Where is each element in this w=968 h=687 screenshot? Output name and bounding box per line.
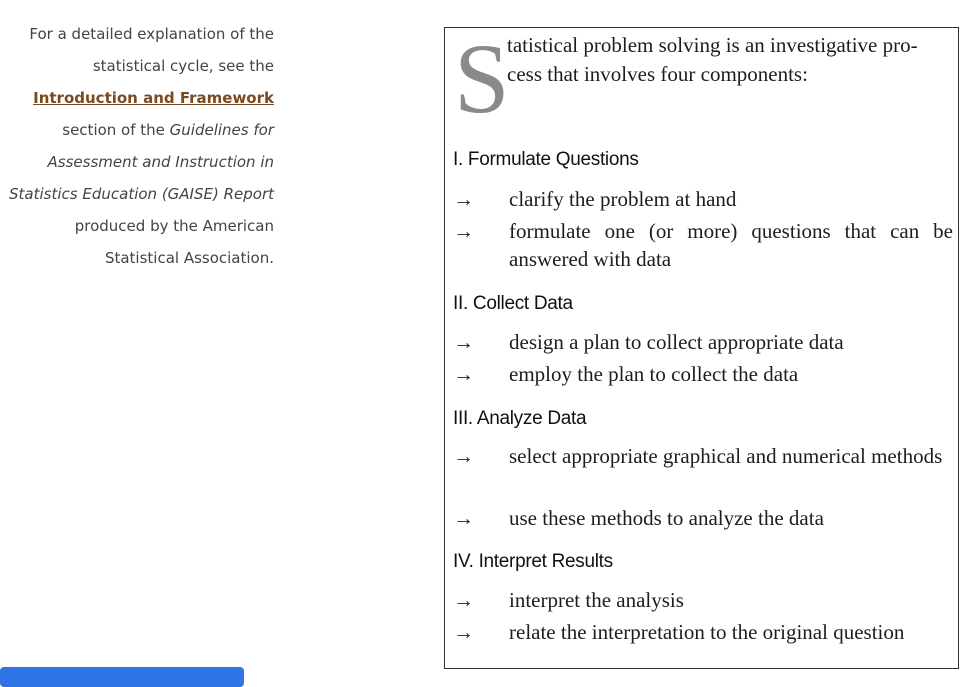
sidebar-line: For a detailed explanation of the xyxy=(29,25,274,43)
section-heading: III. Analyze Data xyxy=(453,408,587,429)
statistical-cycle-figure xyxy=(444,27,959,669)
sidebar-note xyxy=(0,18,274,274)
arrow-icon: → xyxy=(453,219,474,243)
list-item-text: employ the plan to collect the data xyxy=(509,362,799,386)
list-item xyxy=(453,618,953,646)
list-item xyxy=(453,586,953,614)
arrow-icon: → xyxy=(453,362,474,386)
list-item-text: select appropriate graphical and numerical methods xyxy=(509,444,943,468)
sidebar-line: Assessment and Instruction in xyxy=(47,153,274,171)
arrow-icon: → xyxy=(453,330,474,354)
intro-line: tatistical problem solving is an investigative pro- xyxy=(507,33,918,57)
section-heading: I. Formulate Questions xyxy=(453,149,639,170)
intro-paragraph xyxy=(507,31,955,89)
intro-line: cess that involves four components: xyxy=(507,62,808,86)
sidebar-italic-text: Guidelines for xyxy=(169,121,274,139)
list-item xyxy=(453,360,953,388)
section-heading: II. Collect Data xyxy=(453,293,573,314)
sidebar-line xyxy=(0,114,274,146)
sidebar-line: produced by the American xyxy=(74,217,274,235)
sidebar-line: statistical cycle, see the xyxy=(92,57,274,75)
list-item-text: clarify the problem at hand xyxy=(509,187,737,211)
list-item-text: interpret the analysis xyxy=(509,588,684,612)
list-item xyxy=(453,504,953,532)
list-item xyxy=(453,217,953,273)
arrow-icon: → xyxy=(453,187,474,211)
list-item-text: design a plan to collect appropriate data xyxy=(509,330,844,354)
list-item xyxy=(453,442,953,470)
arrow-icon: → xyxy=(453,588,474,612)
dropcap-letter: S xyxy=(454,27,510,134)
introduction-framework-link[interactable]: Introduction and Framework xyxy=(33,89,274,107)
list-item xyxy=(453,328,953,356)
list-item-text: use these methods to analyze the data xyxy=(509,506,824,530)
list-item xyxy=(453,185,953,213)
arrow-icon: → xyxy=(453,506,474,530)
list-item-text: relate the interpretation to the original question xyxy=(509,620,905,644)
list-item-text: formulate one (or more) questions that can be answered with data xyxy=(509,219,953,271)
sidebar-line: Statistics Education (GAISE) Report xyxy=(9,185,274,203)
arrow-icon: → xyxy=(453,444,474,468)
bottom-button[interactable] xyxy=(0,667,244,687)
arrow-icon: → xyxy=(453,620,474,644)
sidebar-line: Statistical Association. xyxy=(104,249,274,267)
section-heading: IV. Interpret Results xyxy=(453,551,613,572)
sidebar-text: section of the xyxy=(62,121,170,139)
